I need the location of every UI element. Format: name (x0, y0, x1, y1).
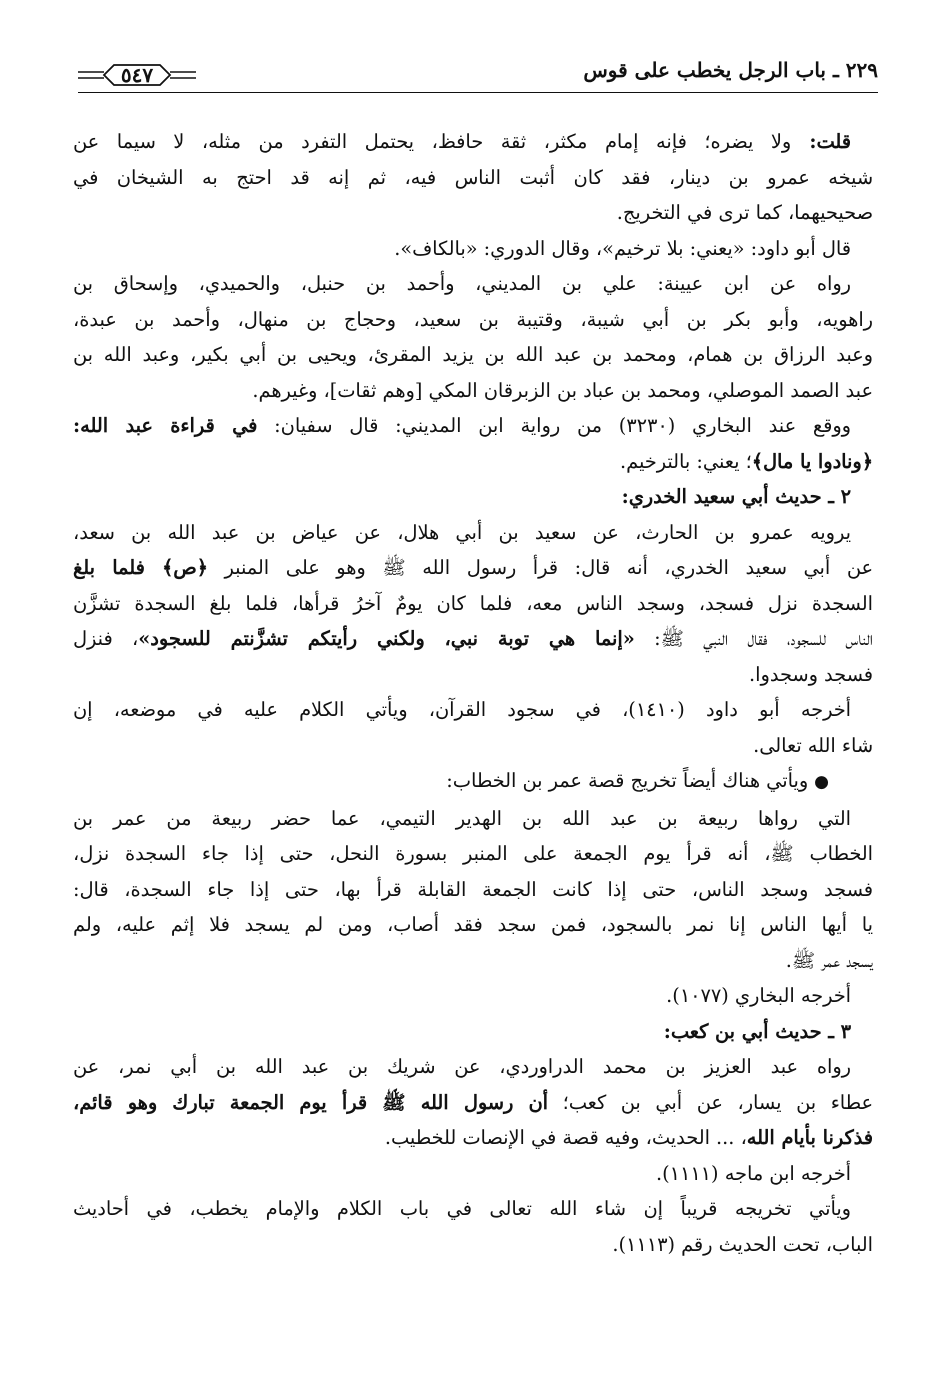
text-run: ؛ يعني: بالترخيم. (620, 449, 752, 473)
text-run: فسجد وسجدوا. (749, 662, 873, 686)
bold-text-run: ﴿ونادوا يا مال﴾ (751, 449, 873, 473)
text-run: الخطاب ﷺ، أنه قرأ يوم الجمعة على المنبر بسورة النحل، حتى إذا جاء السجدة نزل، (73, 842, 873, 865)
page-number: ٥٤٧ (120, 63, 154, 87)
bold-text-run: «إنما هي توبة نبي، ولكني رأيتكم تشزَّنتم للسجود» (138, 627, 635, 650)
text-run: قال أبو داود: «يعني: بلا ترخيم»، وقال الدوري: «بالكاف». (394, 236, 851, 260)
text-run: يا أيها الناس إنا نمر بالسجود، فمن سجد فقد أصاب، ومن لم يسجد فلا إثم عليه، ولم (73, 913, 873, 936)
text-line (73, 1227, 873, 1263)
paragraph (73, 266, 873, 408)
text-run: عطاء بن يسار، عن أبي بن كعب؛ (547, 1090, 873, 1114)
text-run: الناس للسجود، فقال النبي ﷺ: (634, 627, 873, 650)
text-line (73, 231, 873, 267)
text-run: ولا يضره؛ فإنه إمام مكثر، ثقة حافظ، يحتمل التفرد من مثله، لا سيما عن (73, 130, 792, 153)
bold-text-run: فذكرنا بأيام الله (746, 1126, 873, 1149)
text-run: شيخه عمرو بن دينار، فقد كان أثبت الناس فيه، ثم إنه قد احتج به الشيخان في (73, 165, 873, 189)
paragraph (73, 978, 873, 1014)
text-line (73, 692, 873, 728)
paragraph (73, 1191, 873, 1262)
section-heading (73, 1014, 873, 1050)
text-line (73, 195, 873, 231)
text-line (73, 266, 873, 302)
text-line (73, 1014, 873, 1050)
text-run: رواه عبد العزيز بن محمد الدراوردي، عن شريك بن عبد الله بن أبي نمر، عن (73, 1055, 851, 1078)
text-line (73, 515, 873, 551)
text-run: ويأتي تخريجه قريباً إن شاء الله تعالى في باب الكلام والإمام يخطب، في أحاديث (73, 1197, 851, 1220)
text-run: يرويه عمرو بن الحارث، عن سعيد بن أبي هلال، عن عياض بن عبد الله بن سعد، (73, 520, 851, 544)
text-run: فسجد وسجد الناس، حتى إذا كانت الجمعة القابلة قرأ بها، حتى إذا جاء السجدة، قال: (73, 877, 873, 901)
paragraph (73, 763, 873, 801)
text-run: يسجد عمر ﷺ. (785, 948, 873, 972)
text-run: راهويه، وأبو بكر بن أبي شيبة، وقتيبة بن سعيد، وحجاج بن منهال، وأحمد بن عبدة، (73, 307, 873, 331)
bold-text-run: في قراءة عبد الله: (73, 414, 258, 437)
text-run: وعبد الرزاق بن همام، ومحمد بن عبد الله بن يزيد المقرئ، ويحيى بن أبي بكير، وعبد الله بن (73, 343, 873, 366)
paragraph (73, 692, 873, 763)
paragraph (73, 1049, 873, 1156)
text-run: التي رواها ربيعة بن عبد الله بن الهدير التيمي، عما حضر ربيعة من عمر بن (73, 806, 851, 830)
text-line (73, 586, 873, 622)
text-line (73, 621, 873, 657)
text-run: ووقع عند البخاري (٣٢٣٠) من رواية ابن المديني: قال سفيان: (257, 414, 851, 437)
text-line (73, 1085, 873, 1121)
text-run: عن أبي سعيد الخدري، أنه قال: قرأ رسول الله ﷺ وهو على المنبر (207, 556, 874, 579)
text-line (73, 1049, 873, 1085)
bold-text-run: ٣ ـ حديث أبي بن كعب: (663, 1019, 851, 1043)
text-line (73, 943, 873, 979)
bold-text-run: ﴿ص﴾ فلما بلغ (73, 556, 208, 579)
text-line (73, 337, 873, 373)
text-run: ، ... الحديث، وفيه قصة في الإنصات للخطيب. (384, 1126, 747, 1149)
text-run: عبد الصمد الموصلي، ومحمد بن عباد بن الزبرقان المكي [وهم ثقات]، وغيرهم. (252, 378, 873, 402)
text-run: أخرجه أبو داود (١٤١٠)، في سجود القرآن، ويأتي الكلام عليه في موضعه، إن (73, 698, 851, 721)
page-number-badge (78, 62, 196, 88)
text-line (73, 801, 873, 837)
text-line (73, 124, 873, 160)
page-header (78, 52, 878, 96)
text-run: ، فنزل (73, 627, 139, 650)
text-line (73, 550, 873, 586)
text-run: رواه عن ابن عيينة: علي بن المديني، وأحمد بن حنبل، والحميدي، وإسحاق بن (73, 272, 851, 295)
text-run: شاء الله تعالى. (753, 733, 873, 757)
text-line (73, 302, 873, 338)
text-line (73, 763, 873, 801)
bullet-icon: ● (814, 772, 829, 792)
bold-text-run: قلت: (791, 130, 851, 153)
text-line (73, 479, 873, 515)
text-line (73, 408, 873, 444)
body-text (73, 124, 873, 1262)
text-line (73, 836, 873, 872)
text-line (73, 872, 873, 908)
paragraph (73, 408, 873, 479)
text-run: ويأتي هناك أيضاً تخريج قصة عمر بن الخطاب: (446, 769, 809, 792)
text-run: الباب، تحت الحديث رقم (١١١٣). (612, 1232, 873, 1256)
text-run: السجدة نزل فسجد، وسجد الناس معه، فلما كان يومٌ آخرُ قرأها، فلما بلغ السجدة تشزَّن (73, 591, 873, 615)
paragraph (73, 124, 873, 231)
paragraph (73, 801, 873, 979)
bold-text-run: ٢ ـ حديث أبي سعيد الخدري: (621, 485, 851, 508)
text-run: أخرجه ابن ماجه (١١١١). (655, 1161, 851, 1185)
text-line (73, 1120, 873, 1156)
running-title: ٢٢٩ ـ باب الرجل يخطب على قوس (583, 58, 878, 82)
paragraph (73, 1156, 873, 1192)
paragraph (73, 231, 873, 267)
text-line (73, 1156, 873, 1192)
text-line (73, 728, 873, 764)
text-line (73, 907, 873, 943)
text-line (73, 978, 873, 1014)
text-line (73, 657, 873, 693)
text-run: أخرجه البخاري (١٠٧٧). (666, 984, 851, 1007)
header-rule (78, 92, 878, 93)
text-line (73, 444, 873, 480)
text-run: صحيحيهما، كما ترى في التخريج. (616, 201, 873, 224)
text-line (73, 373, 873, 409)
text-line (73, 1191, 873, 1227)
bold-text-run: أن رسول الله ﷺ قرأ يوم الجمعة تبارك وهو قائم، (73, 1090, 548, 1114)
paragraph (73, 515, 873, 693)
text-line (73, 160, 873, 196)
section-heading (73, 479, 873, 515)
